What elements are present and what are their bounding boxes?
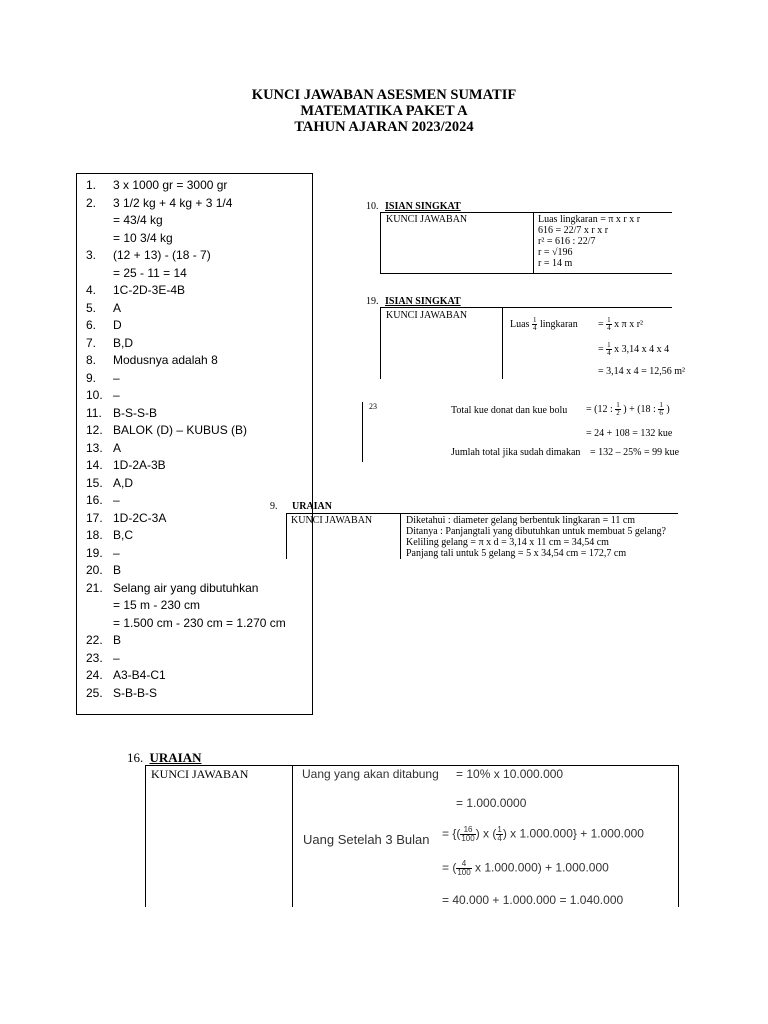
answer-row: [77, 352, 312, 370]
q23-eq-1: = (12 : $\frac{1}{2}$ ) + (18 : $\frac{1}{6}$ ): [586, 401, 670, 417]
answer-row: [77, 300, 312, 318]
answer-number: 23.: [86, 650, 103, 665]
answer-text: –: [113, 545, 120, 560]
q19-luas: Luas: [510, 318, 530, 330]
answer-text: –: [113, 650, 120, 665]
answer-row: [77, 562, 312, 580]
q23-label-1: Total kue donat dan kue bolu: [451, 405, 568, 416]
q23-eq-2: = 24 + 108 = 132 kue: [586, 428, 673, 439]
answer-number: 20.: [86, 563, 103, 577]
answer-text: A: [113, 440, 122, 455]
answer-text: 3 x 1000 gr = 3000 gr: [113, 178, 228, 192]
q23-number: 23: [369, 402, 377, 411]
q19-line-1: [510, 317, 578, 332]
answer-number: 12.: [86, 423, 103, 437]
q16-eq-5: = 40.000 + 1.000.000 = 1.040.000: [442, 893, 624, 907]
q19-heading: [366, 296, 461, 307]
answer-text: (12 + 13) - (18 - 7): [113, 248, 211, 262]
answer-text: A: [113, 300, 122, 315]
answer-row: [77, 212, 312, 230]
answer-row: [77, 545, 312, 563]
answer-text: = 25 - 11 = 14: [113, 265, 187, 280]
answer-row: [77, 335, 312, 353]
answer-text: Modusnya adalah 8: [113, 353, 218, 367]
answer-row: [77, 177, 312, 195]
answer-number: 17.: [86, 510, 103, 525]
title-line-1: KUNCI JAWABAN ASESMEN SUMATIF: [251, 87, 517, 103]
q10-heading: [366, 201, 461, 212]
answer-text: B,D: [113, 335, 134, 350]
answer-text: –: [113, 388, 120, 402]
q19-lingkaran: lingkaran: [539, 318, 578, 330]
answer-row: [77, 667, 312, 685]
answer-row: [77, 387, 312, 405]
answer-number: 7.: [86, 335, 97, 350]
q19-quarter: $\frac{1}{4}$: [532, 316, 537, 332]
answer-text: 3 1/2 kg + 4 kg + 3 1/4: [113, 195, 233, 210]
q19-eq-2: = $\frac{1}{4}$ x 3,14 x 4 x 4: [598, 341, 670, 357]
q10-number: 10.: [366, 201, 379, 212]
answer-row: [77, 282, 312, 300]
answer-text: = 43/4 kg: [113, 213, 163, 227]
answer-row: [77, 247, 312, 265]
q10-title: ISIAN SINGKAT: [385, 201, 461, 212]
q16-number: 16.: [127, 750, 144, 765]
q10-line: r = √196: [538, 247, 573, 258]
q9-line: Ditanya : Panjangtali yang dibutuhkan untuk membuat 5 gelang?: [406, 526, 666, 537]
answer-text: BALOK (D) – KUBUS (B): [113, 423, 248, 437]
answer-number: 21.: [86, 580, 103, 595]
answer-number: 25.: [86, 685, 103, 700]
title-line-2: MATEMATIKA PAKET A: [300, 103, 468, 119]
q16-eq-4: = ( $\frac{4}{100}$ x 1.000.000) + 1.000.000: [442, 859, 609, 877]
answer-number: 8.: [86, 353, 97, 367]
answer-number: 4.: [86, 283, 97, 297]
answer-text: B-S-S-B: [113, 405, 158, 420]
answer-row: [77, 527, 312, 545]
q9-line: Keliling gelang = π x d = 3,14 x 11 cm = 34,54 cm: [406, 537, 609, 548]
answer-number: 10.: [86, 388, 103, 402]
answer-number: 15.: [86, 475, 103, 490]
answer-row: [77, 580, 312, 598]
answer-text: Selang air yang dibutuhkan: [113, 580, 259, 595]
answer-text: A,D: [113, 475, 134, 490]
answer-row: [77, 195, 312, 213]
answer-list-box: [76, 173, 313, 715]
q19-number: 19.: [366, 296, 379, 307]
answer-text: = 1.500 cm - 230 cm = 1.270 cm: [113, 615, 286, 630]
q16-label-2: Uang Setelah 3 Bulan: [303, 832, 430, 847]
q9-number: 9.: [270, 501, 278, 512]
answer-row: [77, 405, 312, 423]
answer-row: [77, 685, 312, 703]
q19-title: ISIAN SINGKAT: [385, 296, 461, 307]
q9-heading: [270, 501, 332, 512]
answer-text: 1D-2C-3A: [113, 510, 167, 525]
q9-key-label: KUNCI JAWABAN: [291, 515, 373, 526]
q9-line: Panjang tali untuk 5 gelang = 5 x 34,54 cm = 172,7 cm: [406, 548, 627, 559]
q19-key-label: KUNCI JAWABAN: [386, 310, 468, 321]
answer-row: [77, 597, 312, 615]
answer-number: 5.: [86, 300, 97, 315]
q16-key-label: KUNCI JAWABAN: [151, 767, 249, 781]
q10-key-label: KUNCI JAWABAN: [386, 214, 468, 225]
q9-line: Diketahui : diameter gelang berbentuk lingkaran = 11 cm: [406, 515, 636, 526]
answer-text: = 15 m - 230 cm: [113, 598, 201, 612]
q9-answer: [406, 515, 666, 559]
answer-text: B: [113, 563, 122, 577]
answer-number: 16.: [86, 493, 103, 507]
answer-number: 3.: [86, 248, 97, 262]
answer-row: [77, 265, 312, 283]
q10-line: Luas lingkaran = π x r x r: [538, 214, 641, 225]
answer-row: [77, 317, 312, 335]
answer-number: 11.: [86, 405, 102, 420]
answer-text: 1C-2D-3E-4B: [113, 283, 186, 297]
answer-number: 1.: [86, 178, 97, 192]
answer-row: [77, 510, 312, 528]
q16-heading: [127, 750, 202, 766]
answer-row: [77, 615, 312, 633]
answer-number: 22.: [86, 633, 103, 647]
q10-line: r² = 616 : 22/7: [538, 236, 596, 247]
answer-row: [77, 457, 312, 475]
answer-text: B,C: [113, 528, 134, 542]
answer-text: –: [113, 493, 120, 507]
q10-line: 616 = 22/7 x r x r: [538, 225, 609, 236]
answer-row: [77, 370, 312, 388]
q16-eq-1: = 10% x 10.000.000: [456, 767, 564, 781]
answer-row: [77, 422, 312, 440]
answer-text: A3-B4-C1: [113, 668, 166, 682]
answer-number: 2.: [86, 195, 97, 210]
title-line-3: TAHUN AJARAN 2023/2024: [294, 119, 474, 135]
answer-text: = 10 3/4 kg: [113, 230, 173, 245]
answer-text: D: [113, 318, 122, 332]
answer-number: 14.: [86, 458, 103, 472]
q10-answer: [538, 214, 640, 269]
q10-line: r = 14 m: [538, 258, 573, 269]
answer-text: S-B-B-S: [113, 685, 158, 700]
answer-row: [77, 230, 312, 248]
answer-number: 6.: [86, 318, 97, 332]
q9-title: URAIAN: [292, 501, 332, 512]
answer-row: [77, 440, 312, 458]
answer-row: [77, 650, 312, 668]
q23-label-2: Jumlah total jika sudah dimakan: [451, 447, 581, 458]
answer-number: 24.: [86, 668, 103, 682]
answer-text: –: [113, 370, 120, 385]
q16-eq-3: = {( $\frac{16}{100}$ ) x ( $\frac{1}{4}$ ) x 1.000.000} + 1.000.000: [442, 825, 644, 843]
answer-text: B: [113, 633, 122, 647]
q16-title: URAIAN: [149, 750, 202, 765]
answer-text: 1D-2A-3B: [113, 458, 166, 472]
q16-eq-2: = 1.000.0000: [456, 796, 527, 810]
answer-number: 18.: [86, 528, 103, 542]
answer-number: 9.: [86, 370, 97, 385]
answer-number: 19.: [86, 545, 103, 560]
answer-row: [77, 632, 312, 650]
document-title: [0, 87, 768, 135]
q19-eq-1: = $\frac{1}{4}$ x π x r²: [598, 316, 644, 332]
answer-number: 13.: [86, 440, 103, 455]
answer-row: [77, 475, 312, 493]
q16-label-1: Uang yang akan ditabung: [302, 767, 439, 781]
q19-eq-3: = 3,14 x 4 = 12,56 m²: [598, 366, 686, 377]
q23-eq-3: = 132 – 25% = 99 kue: [590, 447, 680, 458]
